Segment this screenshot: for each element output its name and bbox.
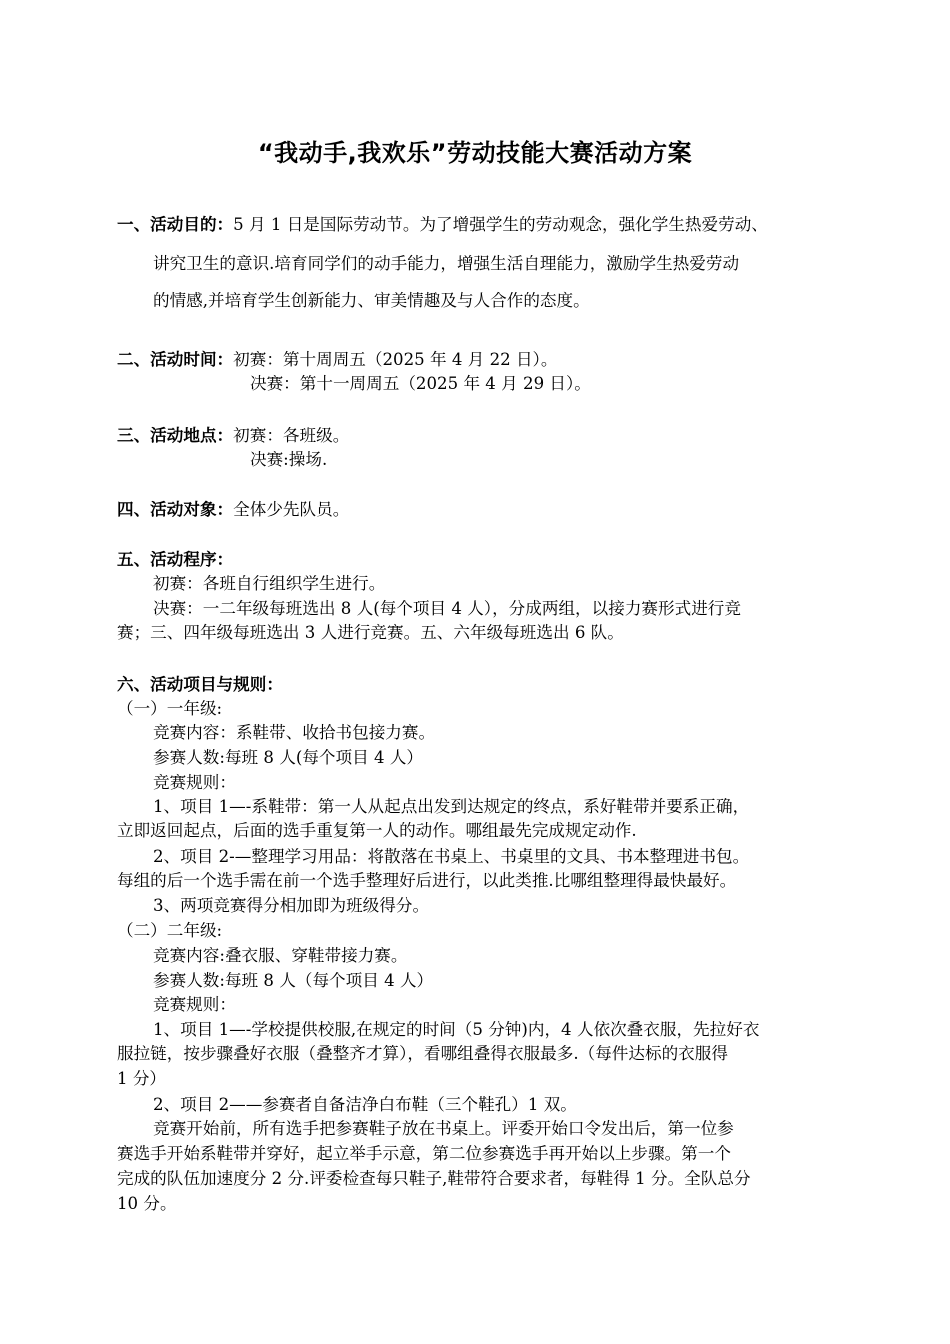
grade-2-rule-1b: 服拉链，按步骤叠好衣服（叠整齐才算），看哪组叠得衣服最多.（每件达标的衣服得 (117, 1044, 728, 1063)
section-4-line-1 (117, 499, 349, 521)
section-2-line-1 (117, 349, 557, 371)
grade-2-content: 竞赛内容:叠衣服、穿鞋带接力赛。 (153, 946, 408, 965)
grade-2-rule-3b: 赛选手开始系鞋带并穿好，起立举手示意，第二位参赛选手再开始以上步骤。第一个 (117, 1144, 731, 1163)
section-5-heading: 五、活动程序： (117, 550, 234, 569)
grade-2-rules-label: 竞赛规则： (153, 995, 236, 1014)
grade-1-rule-1b: 立即返回起点，后面的选手重复第一人的动作。哪组最先完成规定动作. (117, 821, 637, 840)
grade-2-count: 参赛人数:每班 8 人（每个项目 4 人） (153, 971, 434, 990)
section-3-heading: 三、活动地点： (117, 426, 234, 445)
grade-2-rule-3d: 10 分。 (117, 1194, 177, 1213)
grade-2-rule-3c: 完成的队伍加速度分 2 分.评委检查每只鞋子,鞋带符合要求者，每鞋得 1 分。全队总分 (117, 1169, 751, 1188)
section-5-text-1: 初赛：各班自行组织学生进行。 (153, 574, 386, 593)
grade-1-rule-1a: 1、项目 1—-系鞋带：第一人从起点出发到达规定的终点，系好鞋带并要系正确， (153, 797, 750, 816)
grade-2-rule-1a: 1、项目 1—-学校提供校服,在规定的时间（5 分钟)内，4 人依次叠衣服，先拉好衣 (153, 1020, 760, 1039)
grade-2-rule-2: 2、项目 2——参赛者自备洁净白布鞋（三个鞋孔）1 双。 (153, 1095, 577, 1114)
section-2-heading: 二、活动时间： (117, 350, 234, 369)
grade-1-count: 参赛人数:每班 8 人(每个项目 4 人） (153, 748, 423, 767)
grade-1-label: （一）一年级: (117, 699, 223, 718)
section-1-text-1: 5 月 1 日是国际劳动节。为了增强学生的劳动观念，强化学生热爱劳动、 (233, 215, 768, 234)
section-4-heading: 四、活动对象： (117, 500, 234, 519)
document-title: “我动手,我欢乐”劳动技能大赛活动方案 (257, 139, 693, 167)
grade-2-label: （二）二年级: (117, 921, 223, 940)
grade-2-rule-3a: 竞赛开始前，所有选手把参赛鞋子放在书桌上。评委开始口令发出后，第一位参 (153, 1119, 734, 1138)
grade-1-rule-3: 3、两项竞赛得分相加即为班级得分。 (153, 896, 430, 915)
section-2-text-2: 决赛：第十一周周五（2025 年 4 月 29 日）。 (250, 374, 591, 393)
section-1-text-3: 的情感,并培育学生创新能力、审美情趣及与人合作的态度。 (153, 291, 590, 310)
grade-1-rule-2a: 2、项目 2-—整理学习用品：将散落在书桌上、书桌里的文具、书本整理进书包。 (153, 847, 750, 866)
section-5-text-2: 决赛：一二年级每班选出 8 人(每个项目 4 人），分成两组，以接力赛形式进行竞 (153, 599, 741, 618)
section-3-text-2: 决赛:操场. (250, 450, 328, 469)
section-3-line-1 (117, 425, 349, 447)
section-2-text-1: 初赛：第十周周五（2025 年 4 月 22 日）。 (233, 350, 558, 369)
section-1-heading: 一、活动目的： (117, 215, 234, 234)
grade-1-rule-2b: 每组的后一个选手需在前一个选手整理好后进行，以此类推.比哪组整理得最快最好。 (117, 871, 737, 890)
section-1-line-1 (117, 214, 768, 236)
section-3-text-1: 初赛：各班级。 (233, 426, 350, 445)
section-5-text-3: 赛；三、四年级每班选出 3 人进行竞赛。五、六年级每班选出 6 队。 (117, 623, 624, 642)
grade-2-rule-1c: 1 分） (117, 1069, 167, 1088)
grade-1-rules-label: 竞赛规则： (153, 773, 236, 792)
grade-1-content: 竞赛内容：系鞋带、收拾书包接力赛。 (153, 723, 436, 742)
section-1-text-2: 讲究卫生的意识.培育同学们的动手能力，增强生活自理能力，激励学生热爱劳动 (153, 254, 740, 273)
section-6-heading: 六、活动项目与规则： (117, 675, 283, 694)
section-4-text-1: 全体少先队员。 (233, 500, 350, 519)
